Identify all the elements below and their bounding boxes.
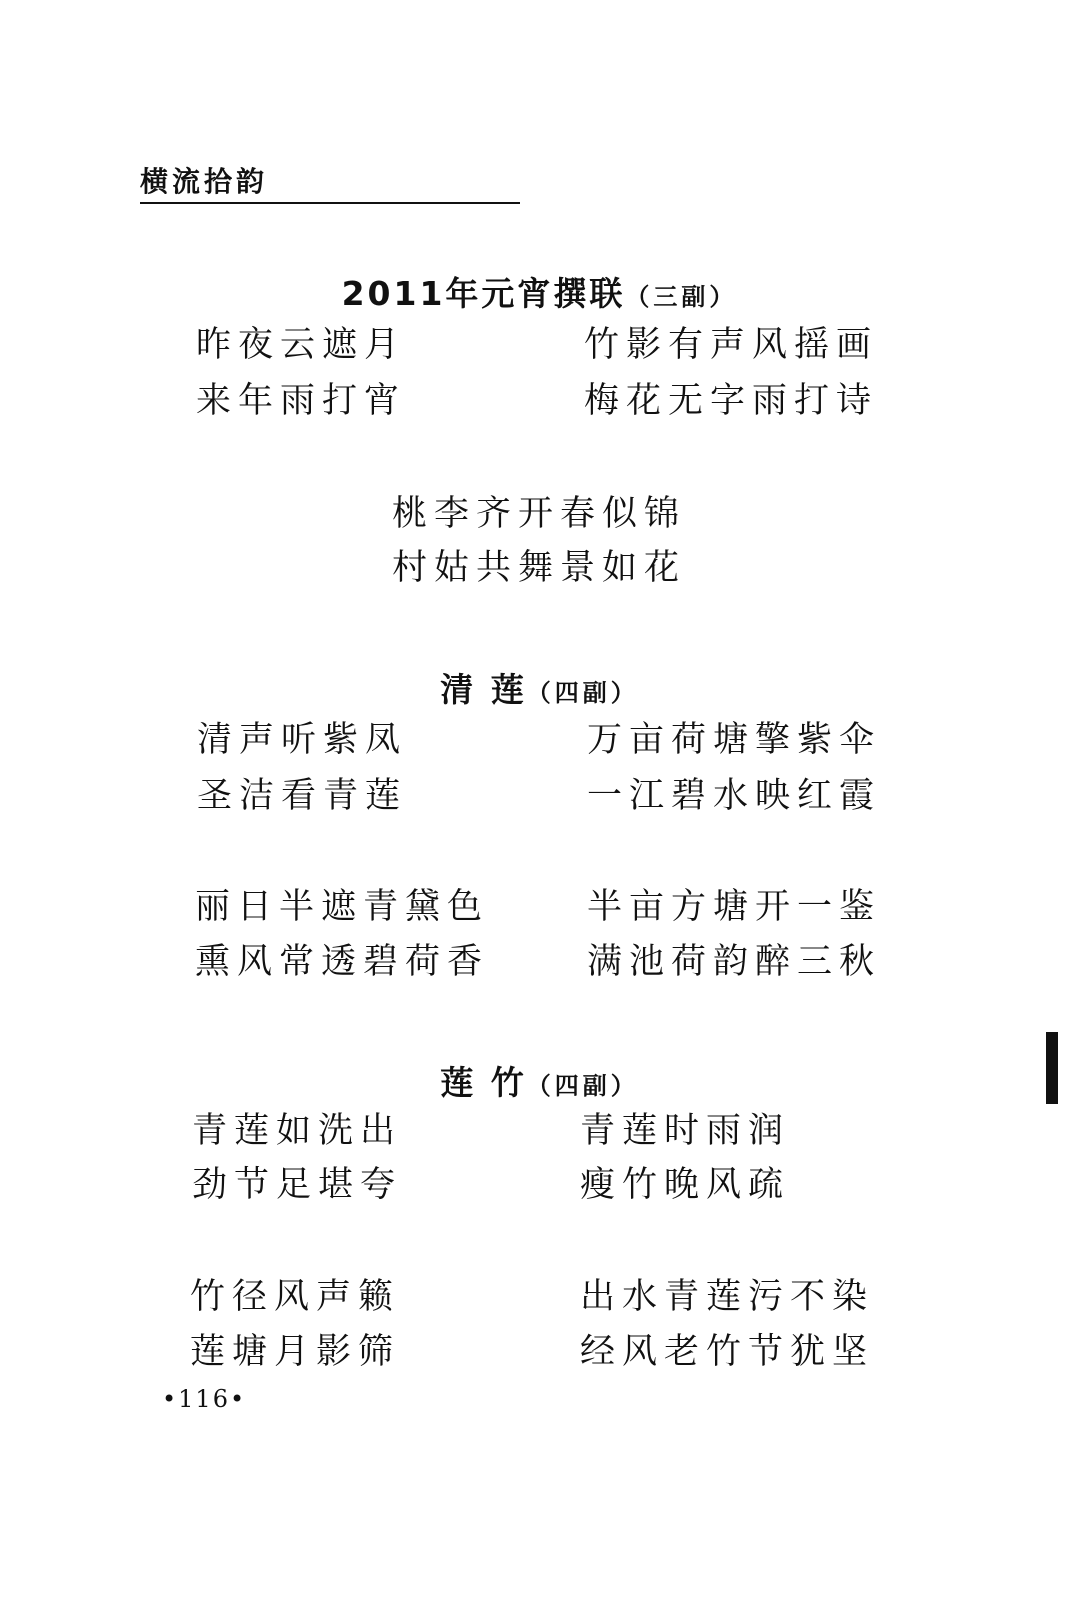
couplet-line: 一江碧水映红霞 bbox=[587, 776, 882, 816]
page-number: •116• bbox=[162, 1385, 247, 1413]
section-title-note: （三副） bbox=[625, 283, 738, 311]
couplet-line: 半亩方塘开一鉴 bbox=[587, 887, 882, 927]
couplet-line: 桃李齐开春似锦 bbox=[392, 494, 687, 534]
couplet-line: 青莲如洗出 bbox=[192, 1111, 403, 1151]
section-title-text: 清 莲 bbox=[440, 670, 527, 709]
couplet-line: 万亩荷塘擎紫伞 bbox=[587, 720, 882, 760]
couplet-line: 清声听紫凤 bbox=[197, 720, 408, 760]
couplet-line: 满池荷韵醉三秋 bbox=[587, 942, 882, 982]
couplet-line: 梅花无字雨打诗 bbox=[584, 381, 879, 421]
couplet-line: 圣洁看青莲 bbox=[197, 776, 408, 816]
section-title-note: （四副） bbox=[526, 679, 639, 707]
couplet-line: 来年雨打宵 bbox=[196, 381, 407, 421]
section-title-text: 莲 竹 bbox=[440, 1063, 527, 1102]
couplet-line: 熏风常透碧荷香 bbox=[195, 942, 490, 982]
couplet-line: 青莲时雨润 bbox=[580, 1111, 791, 1151]
couplet-line: 竹影有声风摇画 bbox=[584, 325, 879, 365]
couplet-line: 莲塘月影筛 bbox=[190, 1332, 401, 1372]
running-header-title: 横流拾韵 bbox=[140, 165, 269, 198]
section-title-note: （四副） bbox=[526, 1072, 639, 1100]
couplet-line: 竹径风声籁 bbox=[190, 1277, 401, 1317]
couplet-line: 经风老竹节犹坚 bbox=[580, 1332, 875, 1372]
couplet-line: 劲节足堪夸 bbox=[192, 1165, 403, 1205]
section-title bbox=[0, 664, 1079, 711]
couplet-line: 出水青莲污不染 bbox=[580, 1277, 875, 1317]
section-title bbox=[0, 268, 1079, 315]
couplet-line: 昨夜云遮月 bbox=[196, 325, 407, 365]
section-title-text: 2011年元宵撰联 bbox=[341, 274, 626, 313]
couplet-line: 瘦竹晚风疏 bbox=[580, 1165, 791, 1205]
couplet-line: 村姑共舞景如花 bbox=[392, 548, 687, 588]
page-edge-mark bbox=[1046, 1032, 1058, 1104]
running-header bbox=[140, 158, 520, 204]
section-title bbox=[0, 1057, 1079, 1104]
couplet-line: 丽日半遮青黛色 bbox=[195, 887, 490, 927]
